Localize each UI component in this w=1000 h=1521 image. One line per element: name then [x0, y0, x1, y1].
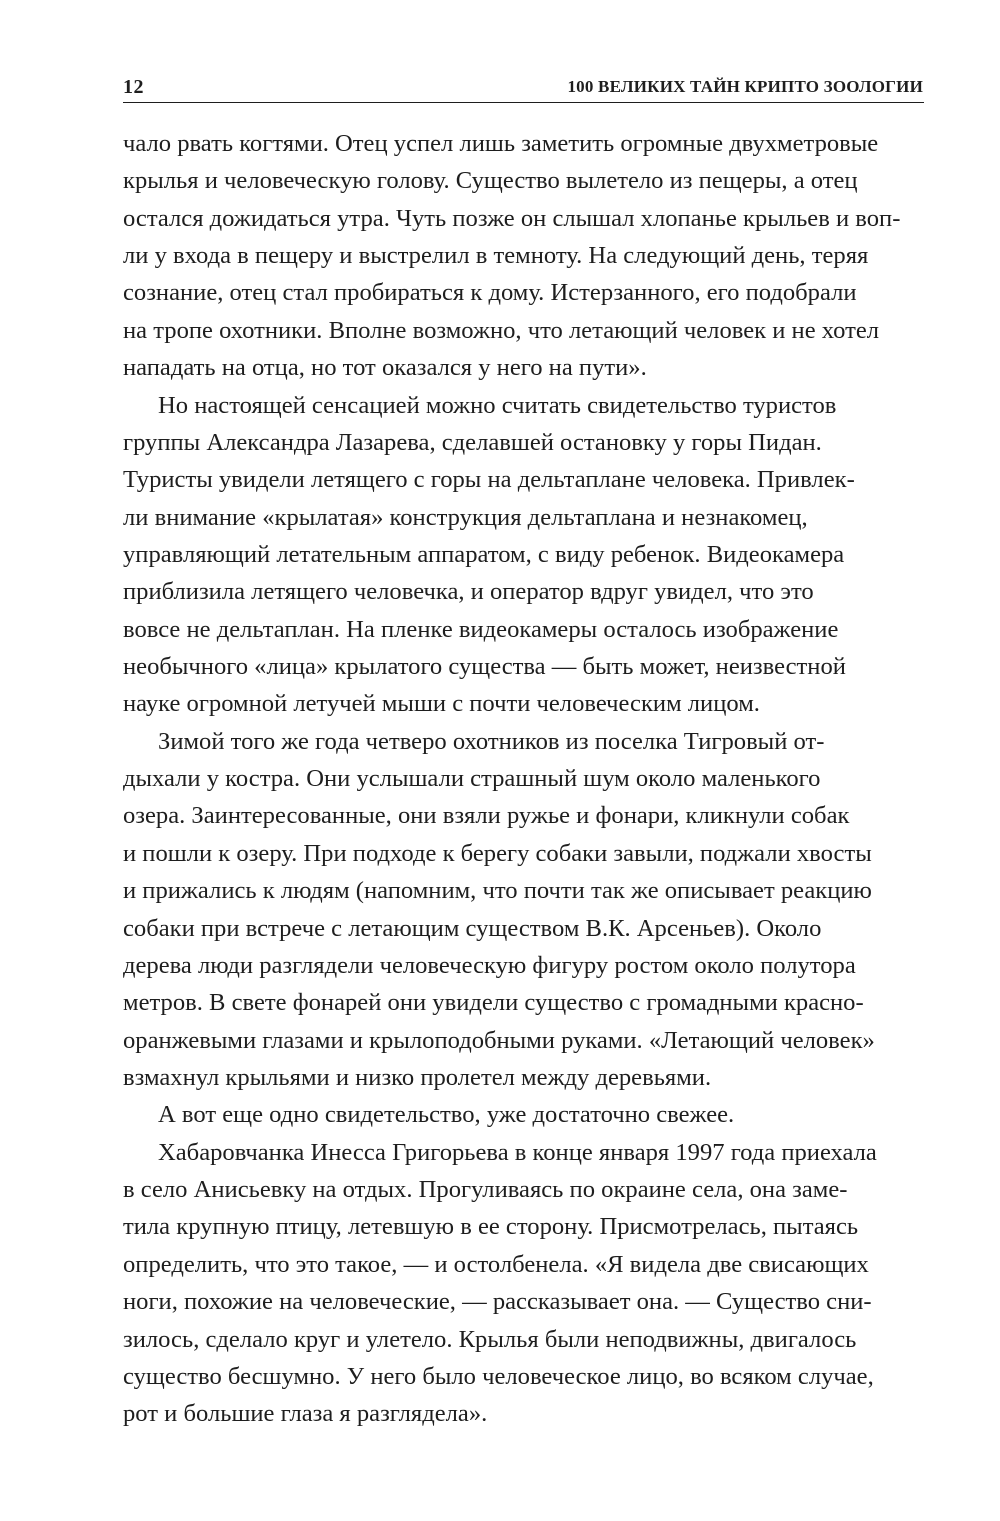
text-line: оранжевыми глазами и крылоподобными руками. «Летающий человек» [123, 1026, 875, 1054]
text-line: управляющий летательным аппаратом, с виду ребенок. Видеокамера [123, 540, 845, 568]
text-line: и прижались к людям (напомним, что почти так же описывает реакцию [123, 877, 872, 905]
text-line: рот и большие глаза я разглядела». [123, 1400, 488, 1428]
text-line: необычного «лица» крылатого существа — быть может, неизвестной [123, 653, 846, 681]
text-line: остался дожидаться утра. Чуть позже он слышал хлопанье крыльев и воп- [123, 204, 901, 232]
text-line: приблизила летящего человечка, и оператор вдруг увидел, что это [123, 578, 814, 606]
text-line: дерева люди разглядели человеческую фигуру ростом около полутора [123, 951, 856, 979]
header-rule [123, 102, 924, 103]
paragraph-2 [123, 387, 926, 723]
text-line: и пошли к озеру. При подходе к берегу собаки завыли, поджали хвосты [123, 839, 872, 867]
text-line: науке огромной летучей мыши с почти человеческим лицом. [123, 690, 760, 718]
text-line: ли у входа в пещеру и выстрелил в темноту. На следующий день, теряя [123, 242, 869, 270]
text-line: группы Александра Лазарева, сделавшей остановку у горы Пидан. [123, 428, 822, 456]
book-title: 100 ВЕЛИКИХ ТАЙН КРИПТО ЗООЛОГИИ [567, 77, 923, 96]
paragraph-3 [123, 723, 926, 1097]
text-line: ли внимание «крылатая» конструкция дельтаплана и незнакомец, [123, 503, 808, 531]
text-line: озера. Заинтересованные, они взяли ружье и фонари, кликнули собак [123, 802, 850, 830]
text-line: крылья и человеческую голову. Существо вылетело из пещеры, а отец [123, 167, 858, 195]
text-line: Зимой того же года четверо охотников из поселка Тигровый от- [158, 727, 825, 755]
text-line: ноги, похожие на человеческие, — рассказывает она. — Существо сни- [123, 1288, 872, 1316]
text-line: на тропе охотники. Вполне возможно, что летающий человек и не хотел [123, 316, 880, 344]
text-line: Хабаровчанка Инесса Григорьева в конце января 1997 года приехала [158, 1138, 877, 1166]
page-number: 12 [123, 76, 144, 98]
text-line: собаки при встрече с летающим существом В.К. Арсеньев). Около [123, 914, 822, 942]
text-line: нападать на отца, но тот оказался у него на пути». [123, 354, 647, 382]
text-line: Но настоящей сенсацией можно считать свидетельство туристов [158, 391, 837, 419]
text-line: определить, что это такое, — и остолбенела. «Я видела две свисающих [123, 1250, 869, 1278]
paragraph-5 [123, 1134, 926, 1433]
text-line: зилось, сделало круг и улетело. Крылья были неподвижны, двигалось [123, 1325, 857, 1353]
text-line: чало рвать когтями. Отец успел лишь заметить огромные двухметровые [123, 130, 879, 157]
text-line: тила крупную птицу, летевшую в ее сторону. Присмотрелась, пытаясь [123, 1213, 859, 1241]
text-line: дыхали у костра. Они услышали страшный шум около маленького [123, 765, 821, 793]
text-line: Туристы увидели летящего с горы на дельтаплане человека. Привлек- [123, 466, 855, 494]
text-line: сознание, отец стал пробираться к дому. Истерзанного, его подобрали [123, 279, 857, 307]
text-line: метров. В свете фонарей они увидели существо с громадными красно- [123, 989, 864, 1017]
body-text [123, 125, 926, 1433]
paragraph-4 [123, 1096, 926, 1133]
text-line: вовсе не дельтаплан. На пленке видеокамеры осталось изображение [123, 615, 839, 643]
text-line: в село Анисьевку на отдых. Прогуливаясь по окраине села, она заме- [123, 1176, 848, 1204]
text-line: существо бесшумно. У него было человеческое лицо, во всяком случае, [123, 1362, 874, 1390]
text-line: А вот еще одно свидетельство, уже достаточно свежее. [158, 1101, 735, 1129]
text-line: взмахнул крыльями и низко пролетел между деревьями. [123, 1063, 712, 1091]
paragraph-1 [123, 125, 926, 387]
running-head [123, 74, 923, 104]
